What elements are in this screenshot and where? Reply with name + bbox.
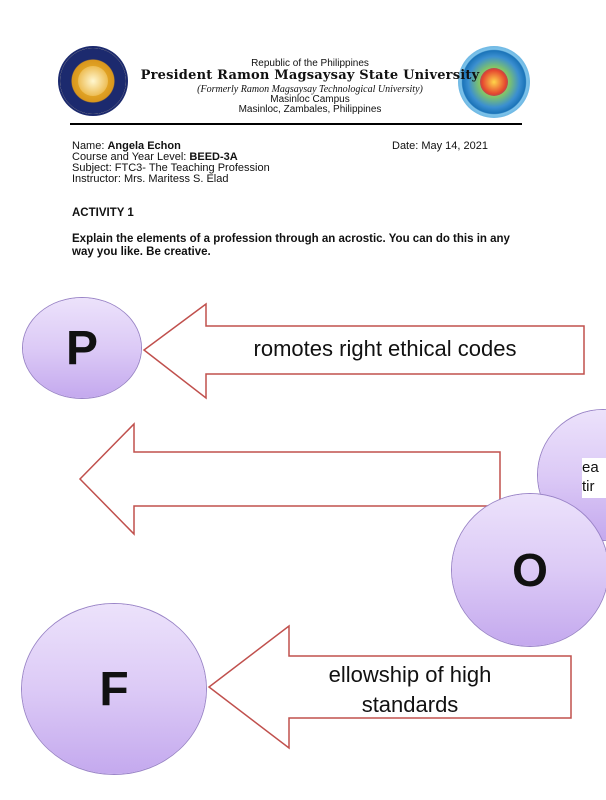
campus-name: Masinloc Campus [270,94,350,105]
acrostic-letter-f: F [22,604,206,774]
instructor-line: Instructor: Mrs. Maritess S. Elad [72,173,229,185]
name-label: Name: [72,140,108,152]
acrostic-arrow-blank [76,422,506,538]
activity-title: ACTIVITY 1 [72,207,134,219]
student-name: Angela Echon [107,140,181,152]
partial-text-line-1: ea [582,459,599,476]
republic-line: Republic of the Philippines [251,58,369,69]
course-label: Course and Year Level: [72,151,190,163]
campus-address: Masinloc, Zambales, Philippines [238,104,382,115]
university-name: President Ramon Magsaysay State University [140,68,480,83]
acrostic-text-p: romotes right ethical codes [253,336,517,361]
subject-line: Subject: FTC3- The Teaching Profession [72,162,270,174]
acrostic-text-f: ellowship of high standards [328,662,492,717]
former-name: (Formerly Ramon Magsaysay Technological University) [197,84,423,95]
partial-text-line-2: tir [582,478,595,495]
header-divider [70,123,522,125]
activity-instruction: Explain the elements of a profession through an acrostic. You can do this in any way you like. Be creative. [72,233,510,258]
course-value: BEED-3A [189,151,238,163]
acrostic-letter-p: P [23,298,141,398]
university-seal-logo [60,48,126,114]
date-line: Date: May 14, 2021 [392,140,489,152]
acrostic-letter-o: O [452,494,606,646]
partial-textbox [582,458,606,498]
